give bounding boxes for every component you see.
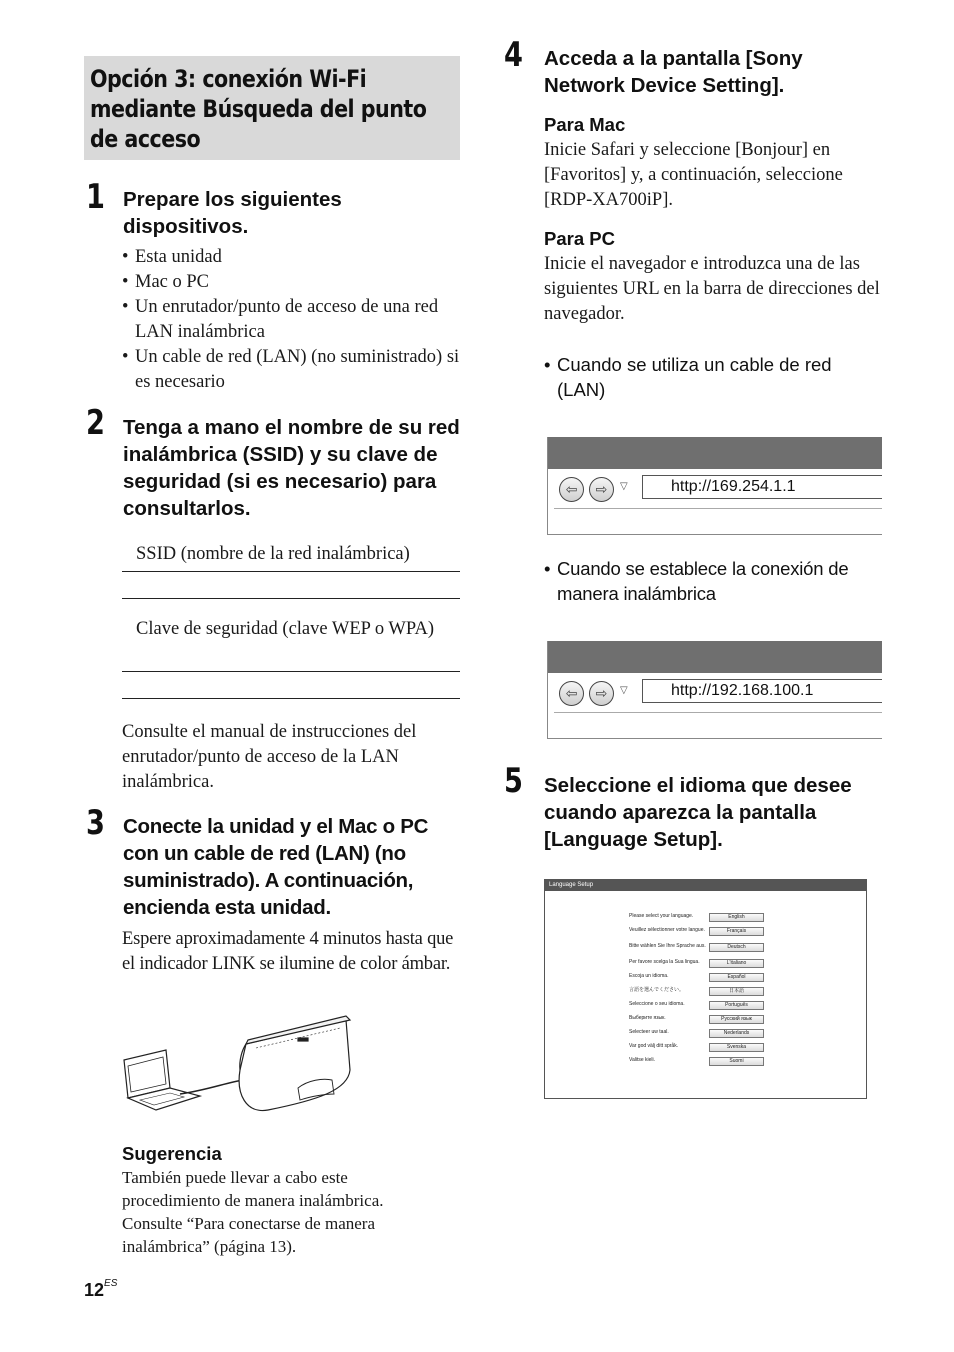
language-row bbox=[629, 959, 849, 971]
step-3-number: 3 bbox=[86, 803, 105, 843]
browser-titlebar bbox=[548, 641, 882, 673]
forward-arrow-icon[interactable]: ⇨ bbox=[589, 681, 614, 706]
address-bar[interactable]: http://192.168.100.1 bbox=[642, 679, 882, 703]
language-prompt: Seleccione o seu idioma. bbox=[629, 1001, 685, 1007]
step-4-title: Acceda a la pantalla [Sony Network Device Setting]. bbox=[544, 47, 803, 97]
list-item: • Un enrutador/punto de acceso de una red LAN inalámbrica bbox=[122, 295, 462, 345]
language-prompt: Please select your language. bbox=[629, 913, 694, 919]
back-arrow-icon[interactable]: ⇦ bbox=[559, 477, 584, 502]
language-button-francais[interactable]: Français bbox=[709, 927, 764, 936]
language-button-japanese[interactable]: 日本語 bbox=[709, 987, 764, 996]
ssid-write-line bbox=[122, 598, 460, 599]
step-5-title: Seleccione el idioma que desee cuando aparezca la pantalla [Language Setup]. bbox=[544, 774, 852, 851]
step-2-title: Tenga a mano el nombre de su red inalámbrica (SSID) y su clave de seguridad (si es necesario) para consultarlos. bbox=[123, 416, 460, 520]
language-prompt: 言語を選んでください。 bbox=[629, 987, 685, 993]
wireless-label: • Cuando se establece la conexión de manera inalámbrica bbox=[544, 556, 889, 606]
tip-heading: Sugerencia bbox=[122, 1143, 222, 1164]
language-row bbox=[629, 913, 849, 925]
mac-heading: Para Mac bbox=[544, 114, 626, 135]
key-label: Clave de seguridad (clave WEP o WPA) bbox=[136, 619, 434, 639]
mac-body: Inicie Safari y seleccione [Bonjour] en [Favoritos] y, a continuación, seleccione [RDP-XA700iP]. bbox=[544, 140, 843, 210]
speaker-dock bbox=[239, 1016, 350, 1111]
forward-arrow-icon[interactable]: ⇨ bbox=[589, 477, 614, 502]
page-number bbox=[84, 1280, 117, 1301]
address-bar[interactable]: http://169.254.1.1 bbox=[642, 475, 882, 499]
language-row bbox=[629, 1057, 849, 1069]
step-3-body: Espere aproximadamente 4 minutos hasta que el indicador LINK se ilumine de color ámbar. bbox=[122, 929, 454, 974]
back-arrow-icon[interactable]: ⇦ bbox=[559, 681, 584, 706]
list-item: • Esta unidad bbox=[122, 245, 462, 270]
language-prompt: Selecteer uw taal. bbox=[629, 1029, 669, 1035]
laptop-icon bbox=[124, 1050, 200, 1110]
language-row bbox=[629, 1029, 849, 1041]
language-row bbox=[629, 927, 849, 939]
section-title: Opción 3: conexión Wi-Fi mediante Búsqueda del punto de acceso bbox=[90, 65, 427, 153]
pc-heading: Para PC bbox=[544, 228, 615, 249]
browser-wired bbox=[547, 437, 882, 535]
language-button-suomi[interactable]: Suomi bbox=[709, 1057, 764, 1066]
language-prompt: Veuillez sélectionner votre langue. bbox=[629, 927, 705, 933]
step-3-title: Conecte la unidad y el Mac o PC con un cable de red (LAN) (no suministrado). A continuación, encienda esta unidad. bbox=[123, 815, 429, 919]
language-row bbox=[629, 987, 849, 999]
language-prompt: Выберите язык. bbox=[629, 1015, 666, 1021]
language-row bbox=[629, 973, 849, 985]
pc-body: Inicie el navegador e introduzca una de las siguientes URL en la barra de direcciones del navegador. bbox=[544, 254, 880, 324]
lan-cable bbox=[180, 1080, 244, 1094]
language-setup-screen bbox=[544, 879, 867, 1099]
language-prompt: Valitse kieli. bbox=[629, 1057, 656, 1063]
key-line bbox=[122, 671, 460, 672]
step-2-number: 2 bbox=[86, 403, 105, 443]
language-prompt: Bitte wählen Sie Ihre Sprache aus. bbox=[629, 943, 706, 949]
dropdown-chevron-icon[interactable]: ▽ bbox=[620, 481, 628, 492]
ssid-label: SSID (nombre de la red inalámbrica) bbox=[136, 544, 410, 564]
key-write-line bbox=[122, 698, 460, 699]
wired-label: • Cuando se utiliza un cable de red (LAN) bbox=[544, 352, 884, 402]
language-button-english[interactable]: English bbox=[709, 913, 764, 922]
step-2-note: Consulte el manual de instrucciones del enrutador/punto de acceso de la LAN inalámbrica. bbox=[122, 722, 417, 792]
browser-titlebar bbox=[548, 437, 882, 469]
language-button-deutsch[interactable]: Deutsch bbox=[709, 943, 764, 952]
page-number-value: 12 bbox=[84, 1280, 105, 1300]
language-row bbox=[629, 1043, 849, 1055]
list-item: • Un cable de red (LAN) (no suministrado) si es necesario bbox=[122, 345, 462, 395]
ssid-line bbox=[122, 571, 460, 572]
language-button-italiano[interactable]: L'italiano bbox=[709, 959, 764, 968]
language-button-russian[interactable]: Русский язык bbox=[709, 1015, 764, 1024]
step-1-number: 1 bbox=[86, 177, 105, 217]
language-setup-header: Language Setup bbox=[545, 880, 866, 891]
section-header bbox=[84, 56, 460, 160]
language-row bbox=[629, 1015, 849, 1027]
language-prompt: Var god välj ditt språk. bbox=[629, 1043, 679, 1049]
language-button-espanol[interactable]: Español bbox=[709, 973, 764, 982]
language-row bbox=[629, 943, 849, 955]
page-lang-suffix: ES bbox=[104, 1278, 118, 1289]
step-1-title: Prepare los siguientes dispositivos. bbox=[123, 188, 342, 238]
language-prompt: Escoja un idioma. bbox=[629, 973, 669, 979]
browser-nav-row bbox=[554, 469, 882, 509]
dropdown-chevron-icon[interactable]: ▽ bbox=[620, 685, 628, 696]
language-button-portugues[interactable]: Português bbox=[709, 1001, 764, 1010]
step-1-list bbox=[122, 245, 462, 395]
browser-nav-row bbox=[554, 673, 882, 713]
tip-body: También puede llevar a cabo este procedimiento de manera inalámbrica. Consulte “Para conectarse de manera inalámbrica” (página 13). bbox=[122, 1168, 384, 1256]
browser-wireless bbox=[547, 641, 882, 739]
language-row bbox=[629, 1001, 849, 1013]
connection-illustration bbox=[118, 1010, 368, 1120]
language-button-svenska[interactable]: Svenska bbox=[709, 1043, 764, 1052]
step-5-number: 5 bbox=[504, 761, 523, 801]
language-prompt: Per favore scelga la Sua lingua. bbox=[629, 959, 700, 965]
step-4-number: 4 bbox=[504, 35, 523, 75]
language-button-nederlands[interactable]: Nederlands bbox=[709, 1029, 764, 1038]
list-item: • Mac o PC bbox=[122, 270, 462, 295]
